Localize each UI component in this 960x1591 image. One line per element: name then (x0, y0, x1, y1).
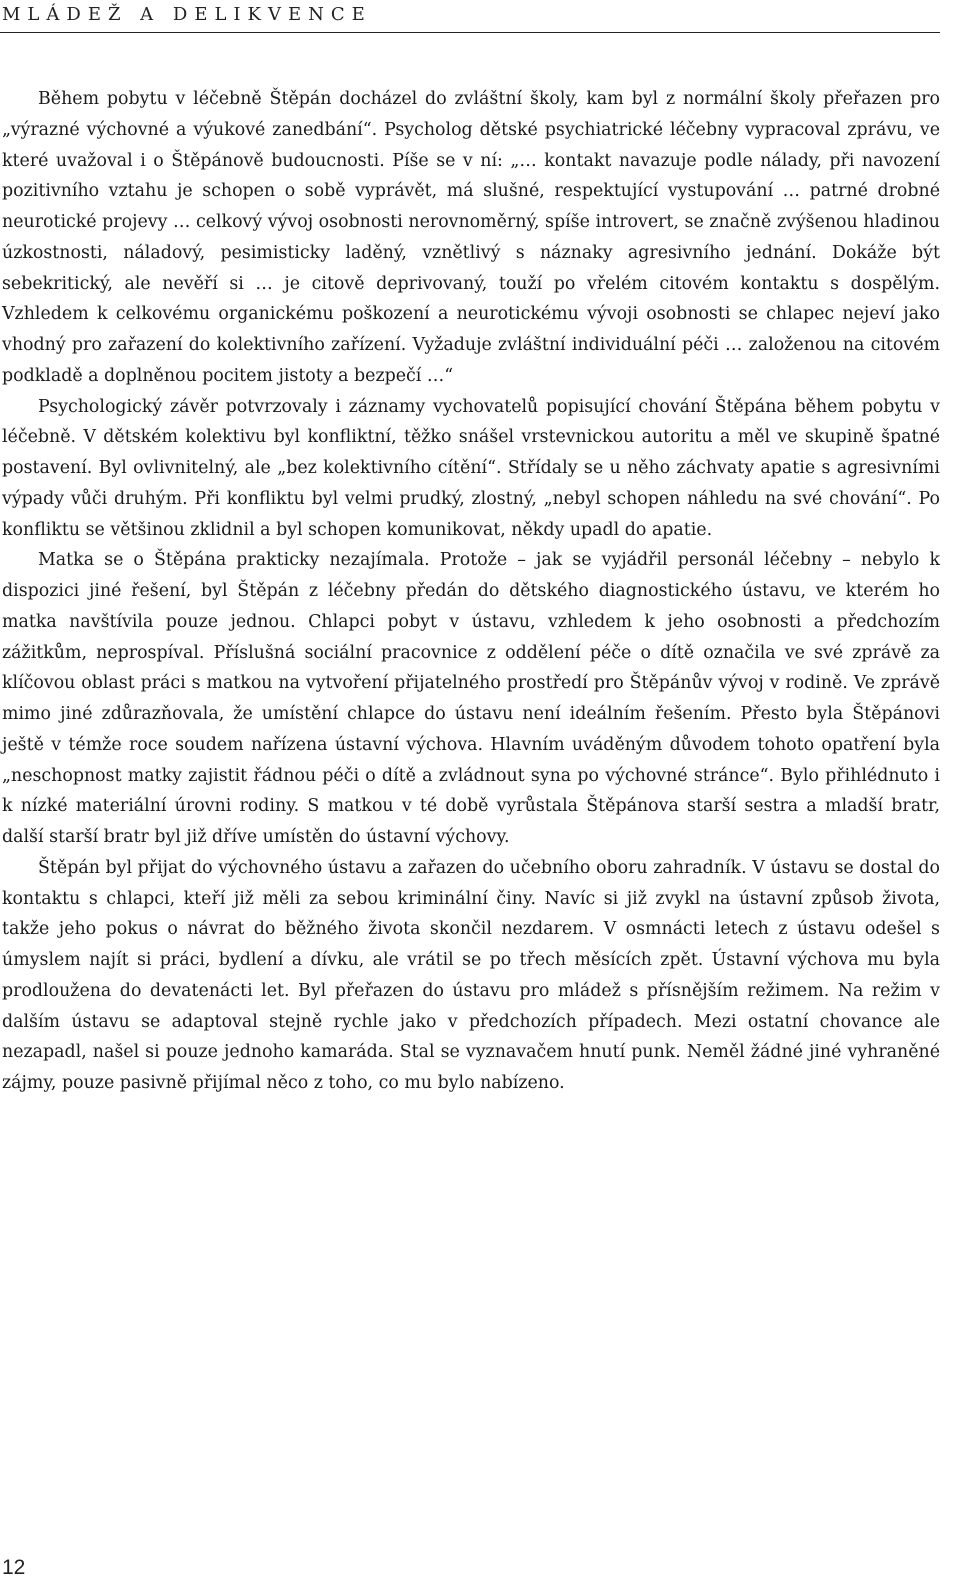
paragraph-4: Štěpán byl přijat do výchovného ústavu a zařazen do učebního oboru zahradník. V ústavu se dostal do kontaktu s chlapci, kteří již měli za sebou kriminální činy. Navíc si již zvykl na ústavní způsob života, takže jeho pokus o návrat do běžného života skončil nezdarem. V osmnácti letech z ústavu odešel s úmyslem najít si práci, bydlení a dívku, ale vrátil se po třech měsících zpět. Ústavní výchova mu byla prodloužena do devatenácti let. Byl přeřazen do ústavu pro mládež s přísnějším režimem. Na režim v dalším ústavu se adaptoval stejně rychle jako v předchozích případech. Mezi ostatní chovance ale nezapadl, našel si pouze jednoho kamaráda. Stal se vyznavačem hnutí punk. Neměl žádné jiné vyhraněné zájmy, pouze pasivně přijímal něco z toho, co mu bylo nabízeno. (2, 857, 940, 1093)
running-title: MLÁDEŽ A DELIKVENCE (2, 4, 372, 25)
page-number: 12 (2, 1556, 26, 1579)
paragraph-3: Matka se o Štěpána prakticky nezajímala. Protože – jak se vyjádřil personál léčebny – nebylo k dispozici jiné řešení, byl Štěpán z léčebny předán do dětského diagnostického ústavu, ve kterém ho matka navštívila pouze jednou. Chlapci pobyt v ústavu, vzhledem k jeho osobnosti a předchozím zážitkům, neprospíval. Příslušná sociální pracovnice z oddělení péče o dítě označila ve své zprávě za klíčovou oblast práci s matkou na vytvoření přijatelného prostředí pro Štěpánův vývoj v rodině. Ve zprávě mimo jiné zdůrazňovala, že umístění chlapce do ústavu není ideálním řešením. Přesto byla Štěpánovi ještě v témže roce soudem nařízena ústavní výchova. Hlavním uváděným důvodem tohoto opatření byla „neschopnost matky zajistit řádnou péči o dítě a zvládnout syna po výchovné stránce“. Bylo přihlédnuto i k nízké materiální úrovni rodiny. S matkou v té době vyrůstala Štěpánova starší sestra a mladší bratr, další starší bratr byl již dříve umístěn do ústavní výchovy. (2, 550, 940, 847)
running-header (0, 2, 940, 33)
paragraph-2: Psychologický závěr potvrzovaly i záznamy vychovatelů popisující chování Štěpána během pobytu v léčebně. V dětském kolektivu byl konfliktní, těžko snášel vrstevnickou autoritu a měl ve skupině špatné postavení. Byl ovlivnitelný, ale „bez kolektivního cítění“. Střídaly se u něho záchvaty apatie s agresivními výpady vůči druhým. Při konfliktu byl velmi prudký, zlostný, „nebyl schopen náhledu na své chování“. Po konfliktu se většinou zklidnil a byl schopen komunikovat, někdy upadl do apatie. (2, 396, 940, 540)
body-text (2, 84, 940, 1099)
paragraph-1: Během pobytu v léčebně Štěpán docházel do zvláštní školy, kam byl z normální školy přeřazen pro „výrazné výchovné a výukové zanedbání“. Psycholog dětské psychiatrické léčebny vypracoval zprávu, ve které uvažoval i o Štěpánově budoucnosti. Píše se v ní: „… kontakt navazuje podle nálady, při navození pozitivního vztahu je schopen o sobě vyprávět, má slušné, respektující vystupování … patrné drobné neurotické projevy … celkový vývoj osobnosti nerovnoměrný, spíše introvert, se značně zvýšenou hladinou úzkostnosti, náladový, pesimisticky laděný, vznětlivý s náznaky agresivního jednání. Dokáže být sebekritický, ale nevěří si … je citově deprivovaný, touží po vřelém citovém kontaktu s dospělým. Vzhledem k celkovému organickému poškození a neurotickému vývoji osobnosti se chlapec nejeví jako vhodný pro zařazení do kolektivního zařízení. Vyžaduje zvláštní individuální péči … založenou na citovém podkladě a doplněnou pocitem jistoty a bezpečí …“ (2, 89, 940, 386)
